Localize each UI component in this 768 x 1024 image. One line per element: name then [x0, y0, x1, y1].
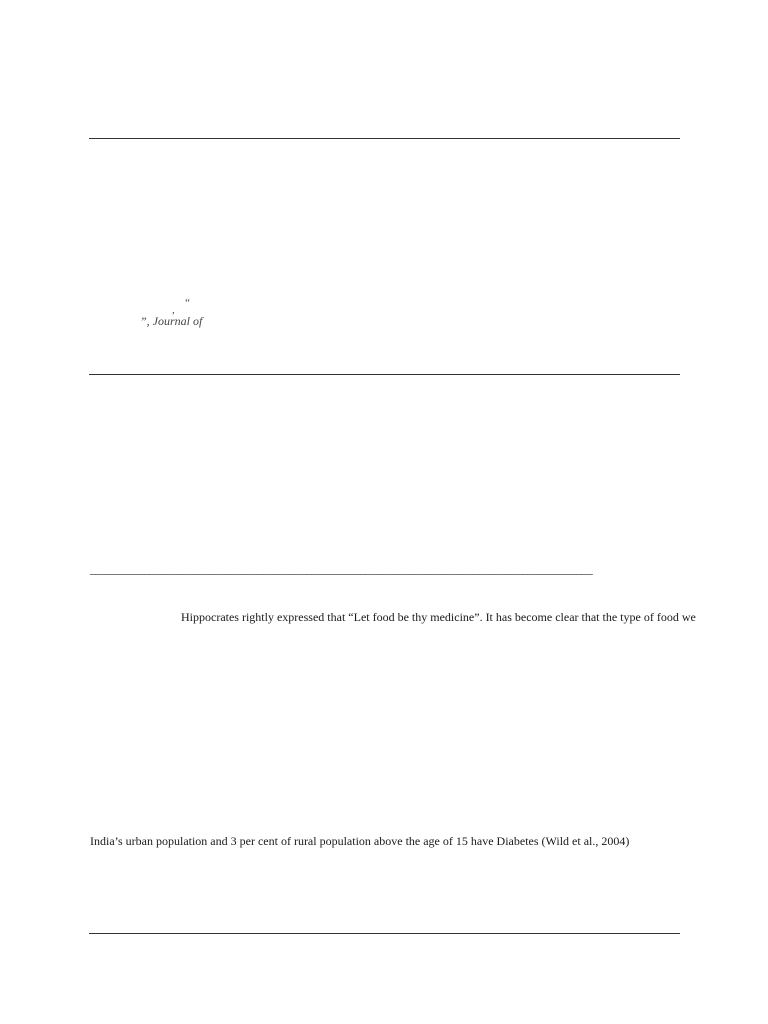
citation-journal-fragment: ”, Journal of	[140, 314, 203, 328]
citation-comma: ,	[172, 304, 175, 316]
horizontal-rule-middle	[89, 374, 680, 375]
horizontal-rule-bottom	[89, 933, 680, 934]
horizontal-rule-top	[89, 138, 680, 139]
paragraph-hippocrates: Hippocrates rightly expressed that “Let food be thy medicine”. It has become clear that the type of food we	[181, 610, 696, 624]
citation-open-quote: “	[184, 297, 191, 309]
underscore-separator: _____________________________________________________________________________________________	[90, 562, 593, 576]
paragraph-diabetes-stat: India’s urban population and 3 per cent of rural population above the age of 15 have Diabetes (Wild et al., 2004)	[90, 834, 630, 848]
